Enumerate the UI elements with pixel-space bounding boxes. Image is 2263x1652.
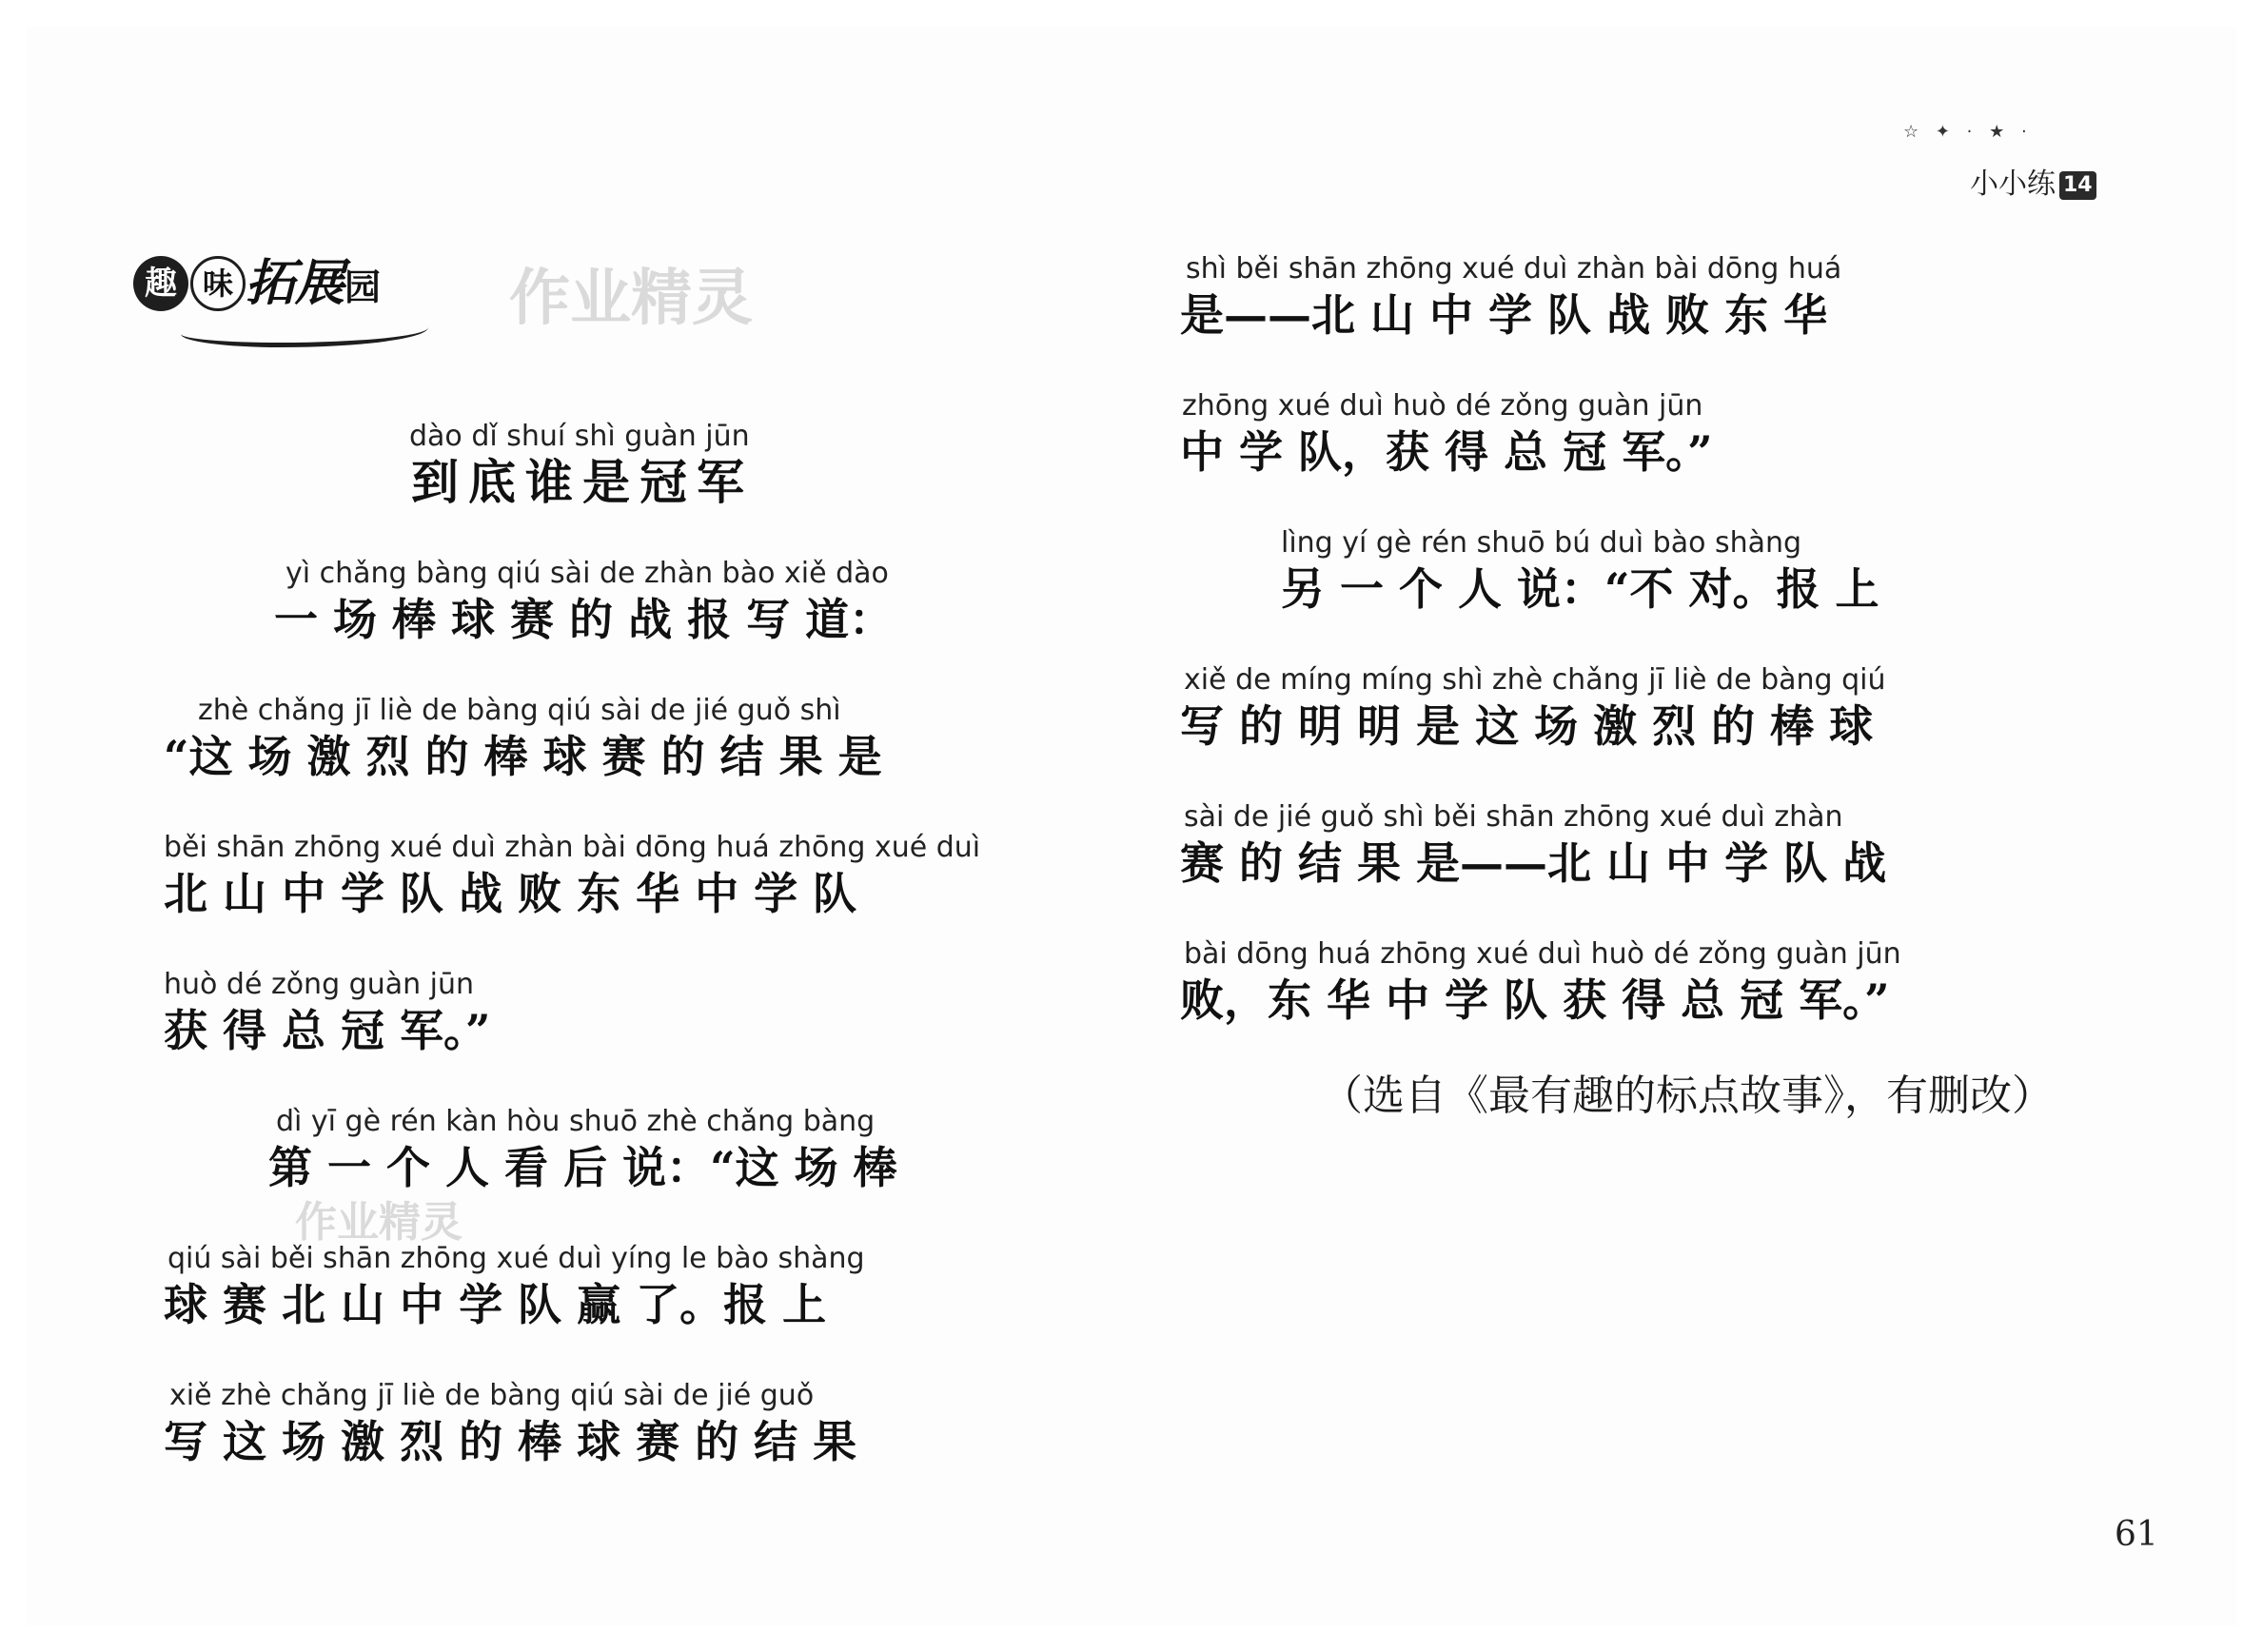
line-3-hanzi: 北 山 中 学 队 战 败 东 华 中 学 队: [164, 868, 857, 919]
line-5-pinyin: dì yī gè rén kàn hòu shuō zhè chǎng bàng: [276, 1105, 876, 1138]
line-7-hanzi: 写 这 场 激 烈 的 棒 球 赛 的 结 果: [164, 1416, 857, 1467]
section-char-2: 味: [190, 256, 246, 311]
line-13-hanzi: 败，东 华 中 学 队 获 得 总 冠 军。”: [1180, 974, 1890, 1026]
line-4-hanzi: 获 得 总 冠 军。”: [164, 1005, 491, 1056]
line-4-pinyin: huò dé zǒng guàn jūn: [164, 968, 475, 1001]
exercise-header: [1970, 160, 2096, 202]
line-6-hanzi: 球 赛 北 山 中 学 队 赢 了。报 上: [164, 1279, 827, 1330]
source-note: （选自《最有趣的标点故事》，有删改）: [1321, 1072, 2054, 1120]
line-9-pinyin: zhōng xué duì huò dé zǒng guàn jūn: [1182, 389, 1703, 423]
line-2-hanzi: “这 场 激 烈 的 棒 球 赛 的 结 果 是: [164, 731, 882, 782]
watermark-middle: 作业精灵: [295, 1198, 462, 1247]
section-big-text: 拓展: [246, 254, 345, 312]
line-3-pinyin: běi shān zhōng xué duì zhàn bài dōng huá zhōng xué duì: [164, 831, 981, 864]
line-12-pinyin: sài de jié guǒ shì běi shān zhōng xué duì zhàn: [1184, 800, 1843, 834]
header-badge: 14: [2059, 171, 2096, 200]
line-7-pinyin: xiě zhè chǎng jī liè de bàng qiú sài de jié guǒ: [169, 1379, 815, 1412]
line-11-pinyin: xiě de míng míng shì zhè chǎng jī liè de bàng qiú: [1184, 663, 1886, 697]
line-1-hanzi: 一 场 棒 球 赛 的 战 报 写 道：: [274, 594, 894, 645]
header-label: 小小练: [1970, 167, 2056, 201]
title-hanzi: 到底谁是冠军: [411, 454, 754, 510]
line-11-hanzi: 写 的 明 明 是 这 场 激 烈 的 棒 球: [1180, 700, 1874, 752]
line-9-hanzi: 中 学 队，获 得 总 冠 军。”: [1180, 426, 1713, 478]
title-pinyin: dào dǐ shuí shì guàn jūn: [409, 420, 750, 453]
line-8-hanzi: 是——北 山 中 学 队 战 败 东 华: [1180, 289, 1828, 341]
section-char-1: 趣: [133, 256, 188, 311]
section-small-text: 园: [344, 266, 382, 308]
line-2-pinyin: zhè chǎng jī liè de bàng qiú sài de jié guǒ shì: [198, 694, 841, 727]
line-12-hanzi: 赛 的 结 果 是——北 山 中 学 队 战: [1180, 837, 1887, 889]
line-10-pinyin: lìng yí gè rén shuō bú duì bào shàng: [1281, 526, 1802, 560]
line-5-hanzi: 第 一 个 人 看 后 说：“这 场 棒: [268, 1142, 897, 1193]
watermark-top: 作业精灵: [509, 264, 753, 334]
stars-decoration: ☆ ✦ · ★ ·: [1903, 122, 2033, 142]
line-10-hanzi: 另 一 个 人 说：“不 对。报 上: [1281, 563, 1879, 615]
page-number: 61: [2115, 1515, 2158, 1554]
section-heading: [133, 243, 381, 314]
line-8-pinyin: shì běi shān zhōng xué duì zhàn bài dōng huá: [1186, 252, 1842, 285]
line-6-pinyin: qiú sài běi shān zhōng xué duì yíng le bào shàng: [167, 1242, 865, 1275]
line-13-pinyin: bài dōng huá zhōng xué duì huò dé zǒng guàn jūn: [1184, 937, 1901, 971]
line-1-pinyin: yì chǎng bàng qiú sài de zhàn bào xiě dào: [285, 557, 889, 590]
